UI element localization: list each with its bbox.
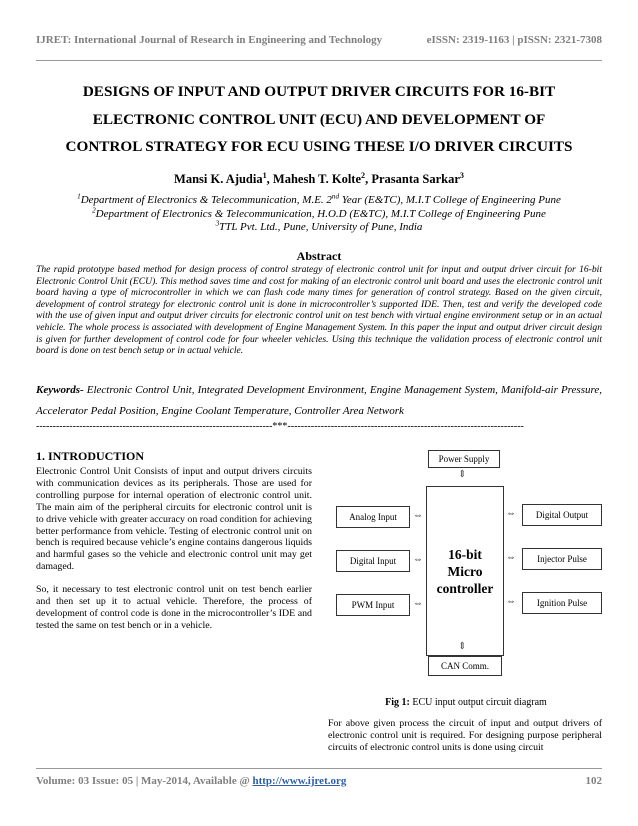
can-comm-box: CAN Comm.	[428, 656, 502, 676]
column2-body: For above given process the circuit of input and output drivers of electronic control unit is required. For designing purpose peripheral circuits of electronic control units is done using circuit	[328, 718, 602, 753]
author-3: Prasanta Sarkar	[371, 172, 460, 186]
injector-arrow-icon: ⇔	[506, 552, 516, 563]
microcontroller-box: 16-bit Micro controller	[426, 486, 504, 656]
pwm-arrow-icon: ⇔	[413, 598, 423, 609]
affiliations	[30, 194, 608, 235]
journal-name: IJRET: International Journal of Research in Engineering and Technology	[36, 34, 383, 46]
page-number: 102	[585, 775, 602, 787]
author-1: Mansi K. Ajudia	[174, 172, 263, 186]
footer-rule	[36, 768, 602, 769]
power-supply-box: Power Supply	[428, 450, 500, 468]
author-2: Mahesh T. Kolte	[272, 172, 362, 186]
digital-out-arrow-icon: ⇔	[506, 508, 516, 519]
issn-info: eISSN: 2319-1163 | pISSN: 2321-7308	[426, 34, 602, 46]
affiliation-1: $^1$Department of Electronics & Telecommunication, M.E. 2nd Year (E&TC), M.I.T College of Engineering Pune	[77, 192, 561, 206]
analog-input-box: Analog Input	[336, 506, 410, 528]
introduction-body	[36, 466, 312, 643]
affiliation-2: $^2$Department of Electronics & Telecommunication, H.O.D (E&TC), M.I.T College of Engineering Pune	[92, 205, 546, 220]
digital-input-box: Digital Input	[336, 550, 410, 572]
author-list: Mansi K. Ajudia$^1$, Mahesh T. Kolte$^2$, Prasanta Sarkar$^3$	[174, 170, 464, 186]
digital-in-arrow-icon: ⇔	[413, 554, 423, 565]
affiliation-3: $^3$TTL Pvt. Ltd., Pune, University of Pune, India	[215, 219, 423, 233]
pwm-input-box: PWM Input	[336, 594, 410, 616]
section-heading-introduction: 1. INTRODUCTION	[36, 449, 145, 463]
intro-paragraph-1: Electronic Control Unit Consists of input and output drivers circuits with communication devices as its peripherals. Those are used for controlling purpose for internal operation of electronic control unit. The main aim of the peripheral circuits for electronic control unit is to drive vehicle with greater accuracy on road condition for achieving better performance from vehicle. Testing of electronic control unit on bench is required because vehicle’s engine contains dangerous liquids and harmful gases so the vehicle and electronic control unit may get damaged.	[36, 466, 312, 573]
intro-paragraph-2: So, it necessary to test electronic control unit on test bench earlier and then set up it to actual vehicle. Therefore, the process of development of control code is done in the microcontroller’s IDE and tested the same on test bench or in a vehicle.	[36, 584, 312, 631]
analog-arrow-icon: ⇔	[413, 510, 423, 521]
ignition-pulse-box: Ignition Pulse	[522, 592, 602, 614]
paper-title: DESIGNS OF INPUT AND OUTPUT DRIVER CIRCUITS FOR 16-BIT ELECTRONIC CONTROL UNIT (ECU) AND DEVELOPMENT OF CONTROL STRATEGY FOR ECU USING THESE I/O DRIVER CIRCUITS	[65, 83, 573, 155]
abstract-text: The rapid prototype based method for design process of control strategy of electronic control unit for input and output driver circuit for 16-bit Electronic Control Unit (ECU). This method saves time and cost for making of an electronic control unit board and uses the electronic control unit board having a type of microcontroller in which we can flash code many times for generation of control strategy. Based on the given circuit, development of control strategy for electronic control unit is done in microcontroller’s supported IDE. Then, test and verify the developed code with the use of given input and output driver circuits for electronic control unit on test bench with virtual engine environment setup or in an actual vehicle. The whole process is associated with development of Engine Management System. In this paper the input and output driver circuit design is given for further development of control code for four wheeler vehicles. Using this technique the validation process of electronic control unit board is done on test bench setup or in actual vehicle.	[36, 264, 602, 357]
ecu-diagram	[328, 450, 602, 680]
section-separator: -----------------------------------------------------------------------***-----------------------------------------------------------------------	[36, 421, 524, 432]
injector-pulse-box: Injector Pulse	[522, 548, 602, 570]
figure-caption: Fig 1: ECU input output circuit diagram	[385, 697, 547, 708]
power-arrow-icon: ⇕	[458, 469, 467, 480]
journal-link[interactable]: http://www.ijret.org	[252, 775, 347, 787]
running-footer	[36, 775, 602, 795]
keywords-label: Keywords-	[36, 384, 84, 396]
abstract-heading: Abstract	[296, 249, 342, 263]
running-header	[36, 34, 602, 54]
header-rule	[36, 60, 602, 61]
can-arrow-icon: ⇕	[458, 641, 467, 652]
keywords-text: Electronic Control Unit, Integrated Development Environment, Engine Management System, Manifold-air Pressure, Accelerator Pedal Position, Engine Coolant Temperature, Controller Area Network	[36, 384, 602, 417]
keywords	[36, 380, 602, 422]
ignition-arrow-icon: ⇔	[506, 596, 516, 607]
volume-info: Volume: 03 Issue: 05 | May-2014, Available @ http://www.ijret.org	[36, 775, 347, 787]
digital-output-box: Digital Output	[522, 504, 602, 526]
